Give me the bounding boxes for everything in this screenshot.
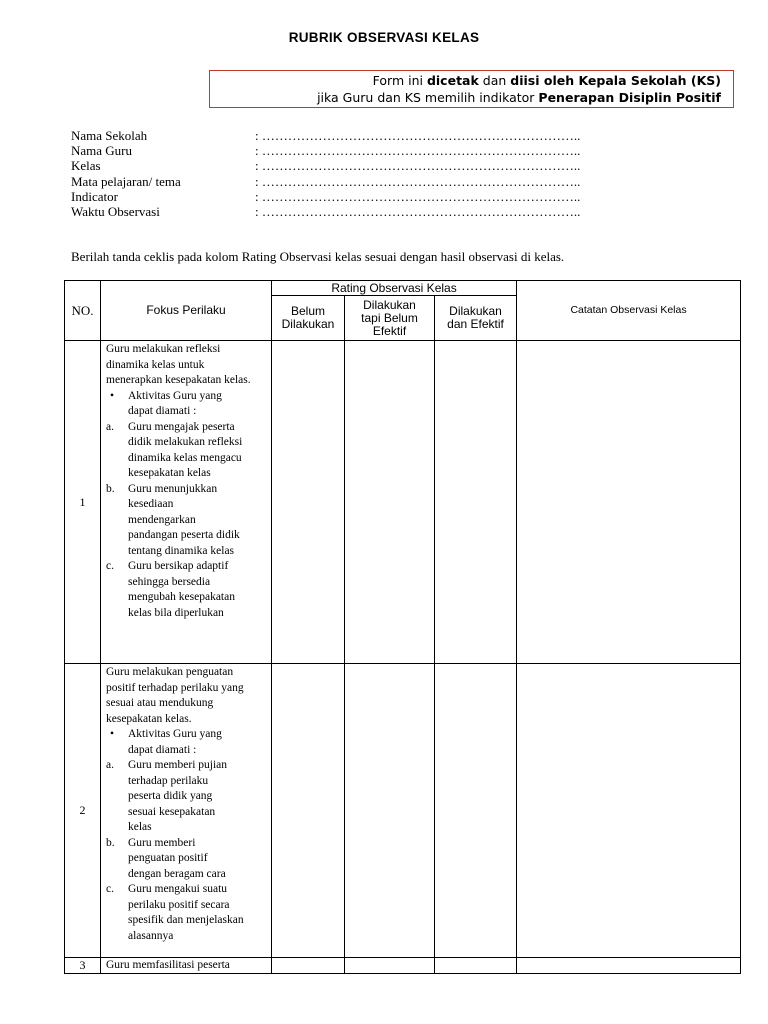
catatan-cell[interactable] bbox=[517, 664, 741, 958]
fokus-intro bbox=[106, 665, 267, 727]
info-row-school bbox=[71, 128, 580, 143]
info-row-indicator bbox=[71, 189, 580, 204]
notice-line-2 bbox=[222, 89, 721, 106]
header-rating: Rating Observasi Kelas bbox=[272, 281, 517, 296]
text-line: sehingga bersedia bbox=[128, 575, 211, 588]
info-value[interactable]: : ……………………………………………………………….. bbox=[255, 204, 581, 220]
text-line: dengan beragam cara bbox=[128, 867, 226, 880]
instruction-text: Berilah tanda ceklis pada kolom Rating Observasi kelas sesuai dengan hasil observasi di kelas. bbox=[71, 249, 565, 264]
fokus-bullet bbox=[106, 389, 267, 420]
notice-bold: Penerapan Disiplin Positif bbox=[538, 90, 721, 105]
header-text: dan Efektif bbox=[447, 317, 504, 331]
text-line: kesepakatan kelas bbox=[128, 467, 211, 479]
text-line: Guru mengajak peserta bbox=[128, 420, 235, 433]
table-row bbox=[65, 664, 741, 958]
header-no: NO. bbox=[65, 281, 101, 341]
info-value[interactable]: : ……………………………………………………………….. bbox=[255, 173, 581, 189]
bullet-icon: • bbox=[110, 389, 115, 402]
text-line: menerapkan kesepakatan kelas. bbox=[106, 374, 251, 386]
fokus-item bbox=[106, 836, 267, 883]
text-line: mendengarkan bbox=[128, 513, 196, 526]
info-label: Nama Sekolah bbox=[71, 128, 148, 143]
header-text: Efektif bbox=[372, 323, 407, 338]
text-line: Guru mengakui suatu bbox=[128, 883, 228, 895]
notice-text: jika Guru dan KS memilih indikator bbox=[317, 90, 539, 105]
fokus-intro bbox=[106, 342, 267, 389]
rating-belum-cell[interactable] bbox=[272, 958, 345, 974]
item-marker: c. bbox=[106, 560, 114, 572]
info-label: Nama Guru bbox=[71, 143, 133, 159]
text-line: terhadap perilaku bbox=[128, 774, 209, 787]
document-title: RUBRIK OBSERVASI KELAS bbox=[288, 30, 480, 45]
text-line: dinamika kelas mengacu bbox=[128, 451, 242, 464]
text-line: Guru memberi bbox=[128, 836, 196, 849]
item-marker: b. bbox=[106, 836, 115, 849]
header-catatan: Catatan Observasi Kelas bbox=[517, 281, 741, 341]
info-fields bbox=[71, 128, 580, 219]
info-row-time bbox=[71, 204, 580, 219]
row-number: 3 bbox=[65, 958, 101, 974]
header-fokus: Fokus Perilaku bbox=[101, 281, 272, 341]
info-value[interactable]: : ……………………………………………………………….. bbox=[255, 143, 581, 159]
fokus-item bbox=[106, 420, 267, 482]
rating-tapi-belum-cell[interactable] bbox=[345, 958, 435, 974]
rating-efektif-cell[interactable] bbox=[435, 958, 517, 974]
text-line: Guru menunjukkan bbox=[128, 482, 218, 495]
notice-text: Form ini bbox=[372, 73, 427, 88]
header-text: Dilakukan bbox=[363, 297, 416, 312]
header-tapi-belum bbox=[345, 296, 435, 341]
header-efektif bbox=[435, 296, 517, 341]
info-row-class bbox=[71, 158, 580, 173]
fokus-cell bbox=[101, 341, 272, 664]
rating-efektif-cell[interactable] bbox=[435, 664, 517, 958]
text-line: sesuai atau mendukung bbox=[106, 697, 214, 709]
text-line: Aktivitas Guru yang bbox=[128, 728, 222, 740]
text-line: sesuai kesepakatan bbox=[128, 805, 216, 818]
header-belum bbox=[272, 296, 345, 341]
rating-tapi-belum-cell[interactable] bbox=[345, 664, 435, 958]
text-line: kelas bila diperlukan bbox=[128, 606, 224, 619]
rating-belum-cell[interactable] bbox=[272, 664, 345, 958]
info-value[interactable]: : ……………………………………………………………….. bbox=[255, 128, 581, 143]
text-line: positif terhadap perilaku yang bbox=[106, 681, 244, 694]
text-line: dapat diamati : bbox=[128, 743, 197, 756]
fokus-item bbox=[106, 758, 267, 836]
header-row bbox=[65, 281, 741, 296]
header-text: Dilakukan bbox=[449, 304, 502, 318]
text-line: Guru melakukan refleksi bbox=[106, 343, 221, 355]
notice-line-1 bbox=[222, 72, 721, 89]
rating-belum-cell[interactable] bbox=[272, 341, 345, 664]
text-line: Guru melakukan penguatan bbox=[106, 666, 234, 678]
text-line: kelas bbox=[128, 821, 152, 833]
row-number: 2 bbox=[65, 664, 101, 958]
row-number: 1 bbox=[65, 341, 101, 664]
text-line: pandangan peserta didik bbox=[128, 529, 240, 541]
header-text: Dilakukan bbox=[281, 317, 335, 331]
catatan-cell[interactable] bbox=[517, 341, 741, 664]
text-line: Guru memfasilitasi peserta bbox=[106, 959, 230, 971]
info-label: Kelas bbox=[71, 158, 101, 174]
info-label: Indicator bbox=[71, 188, 118, 204]
text-line: kesepakatan kelas. bbox=[106, 712, 192, 725]
rating-efektif-cell[interactable] bbox=[435, 341, 517, 664]
item-marker: a. bbox=[106, 759, 114, 771]
table-row bbox=[65, 958, 741, 974]
header-text: Belum bbox=[290, 304, 325, 318]
text-line: Aktivitas Guru yang bbox=[128, 389, 222, 402]
rubric-table bbox=[64, 280, 741, 974]
item-marker: b. bbox=[106, 482, 115, 495]
text-line: peserta didik yang bbox=[128, 790, 213, 802]
text-line: dinamika kelas untuk bbox=[106, 358, 205, 371]
fokus-item bbox=[106, 482, 267, 560]
text-line: spesifik dan menjelaskan bbox=[128, 914, 244, 926]
info-label: Waktu Observasi bbox=[71, 204, 160, 220]
notice-box bbox=[209, 70, 734, 108]
text-line: alasannya bbox=[128, 929, 174, 942]
rating-tapi-belum-cell[interactable] bbox=[345, 341, 435, 664]
info-value[interactable]: : ……………………………………………………………….. bbox=[255, 188, 581, 204]
text-line: penguatan positif bbox=[128, 852, 208, 864]
text-line: tentang dinamika kelas bbox=[128, 544, 235, 557]
fokus-cell bbox=[101, 664, 272, 958]
fokus-bullet bbox=[106, 727, 267, 758]
notice-text: dan bbox=[478, 73, 511, 88]
text-line: Guru bersikap adaptif bbox=[128, 560, 229, 572]
item-marker: c. bbox=[106, 883, 114, 895]
info-row-subject bbox=[71, 174, 580, 189]
text-line: perilaku positif secara bbox=[128, 898, 230, 911]
info-value[interactable]: : ……………………………………………………………….. bbox=[255, 158, 581, 174]
fokus-cell bbox=[101, 958, 272, 974]
info-label: Mata pelajaran/ tema bbox=[71, 173, 181, 189]
text-line: Guru memberi pujian bbox=[128, 759, 228, 771]
header-text: tapi Belum bbox=[361, 310, 418, 325]
notice-bold: dicetak bbox=[426, 73, 479, 88]
text-line: kesediaan bbox=[128, 498, 174, 510]
info-row-teacher bbox=[71, 143, 580, 158]
table-row bbox=[65, 341, 741, 664]
fokus-item bbox=[106, 882, 267, 944]
fokus-item bbox=[106, 559, 267, 621]
catatan-cell[interactable] bbox=[517, 958, 741, 974]
item-marker: a. bbox=[106, 420, 114, 433]
text-line: mengubah kesepakatan bbox=[128, 591, 235, 603]
bullet-icon: • bbox=[110, 728, 115, 740]
notice-bold: diisi oleh Kepala Sekolah (KS) bbox=[510, 73, 721, 88]
text-line: dapat diamati : bbox=[128, 405, 197, 417]
text-line: didik melakukan refleksi bbox=[128, 436, 243, 448]
